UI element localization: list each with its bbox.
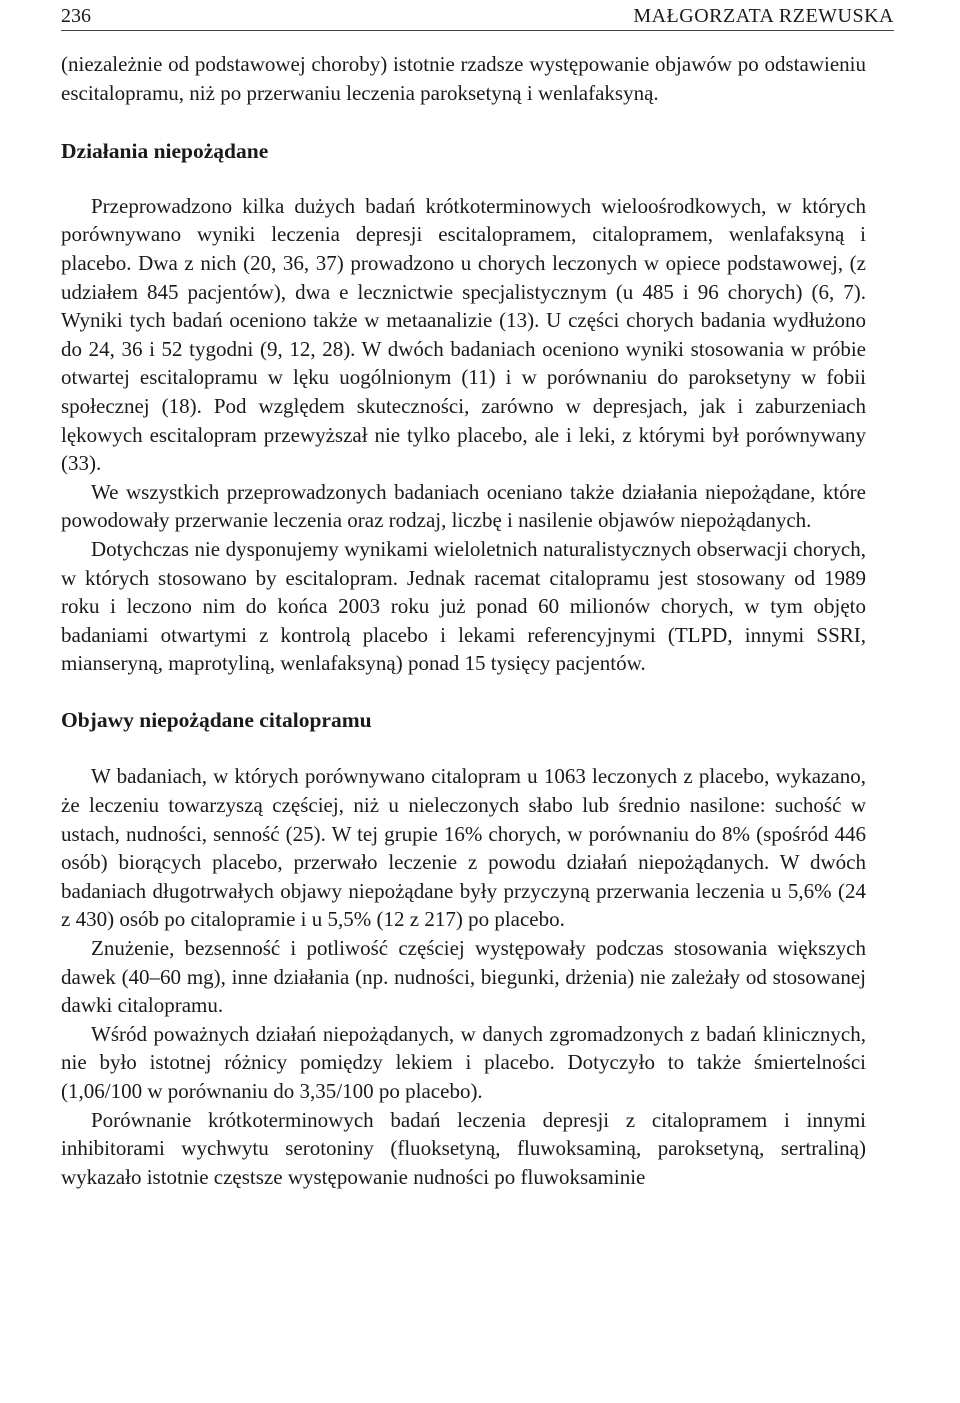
- paragraph: W badaniach, w których porównywano citalopram u 1063 leczonych z placebo, wykazano, że leczeniu towarzyszą częściej, niż u nieleczonych słabo lub średnio nasilone: suchość w ustach, nudności, senność (25). W tej grupie 16% chorych, w porównaniu do 8% (spośród 446 osób) biorących placebo, przerwało leczenie z powodu działań niepożądanych. W dwóch badaniach długotrwałych objawy niepożądane były przyczyną przerwania leczenia u 5,6% (24 z 430) osób po citalopramie i u 5,5% (12 z 217) po placebo.: [61, 764, 866, 932]
- section-heading-adverse-effects: Działania niepożądane: [61, 139, 269, 164]
- paragraph: Porównanie krótkoterminowych badań leczenia depresji z citalopramem i innymi inhibitorami wychwytu serotoniny (fluoksetyną, fluwoksaminą, paroksetyną, sertraliną) wykazało istotnie częstsze występowanie nudności po fluwoksaminie: [61, 1107, 866, 1189]
- paragraph: Wśród poważnych działań niepożądanych, w danych zgromadzonych z badań klinicznych, nie było istotnej różnicy pomiędzy lekiem i placebo. Dotyczyło to także śmiertelności (1,06/100 w porównaniu do 3,35/100 po placebo).: [61, 1021, 866, 1103]
- paragraph: Znużenie, bezsenność i potliwość częściej występowały podczas stosowania większych dawek (40–60 mg), inne działania (np. nudności, biegunki, drżenia) nie zależały od stosowanej dawki citalopramu.: [61, 936, 866, 1018]
- running-title: MAŁGORZATA RZEWUSKA: [633, 5, 894, 27]
- header-rule: [61, 30, 894, 31]
- section-heading-citalopram: Objawy niepożądane citalopramu: [61, 707, 372, 732]
- body-text: [61, 50, 866, 1191]
- paragraph: We wszystkich przeprowadzonych badaniach oceniano także działania niepożądane, które powodowały przerwanie leczenia oraz rodzaj, liczbę i nasilenie objawów niepożądanych.: [61, 479, 866, 533]
- page-number: 236: [61, 5, 91, 27]
- running-header: [61, 0, 894, 28]
- paragraph: Dotychczas nie dysponujemy wynikami wieloletnich naturalistycznych obserwacji chorych, w których stosowano by escitalopram. Jednak racemat citalopramu jest stosowany od 1989 roku i leczono nim do końca 2003 roku już ponad 60 milionów chorych, w tym objęto badaniami otwartymi z kontrolą placebo i lekami referencyjnymi (TLPD, innymi SSRI, mianseryną, maprotyliną, wenlafaksyną) ponad 15 tysięcy pacjentów.: [61, 536, 866, 676]
- intro-paragraph: (niezależnie od podstawowej choroby) istotnie rzadsze występowanie objawów po odstawieniu escitalopramu, niż po przerwaniu leczenia paroksetyną i wenlafaksyną.: [61, 52, 866, 105]
- paragraph: Przeprowadzono kilka dużych badań krótkoterminowych wieloośrodkowych, w których porównywano wyniki leczenia depresji escitalopramem, citalopramem, wenlafaksyną i placebo. Dwa z nich (20, 36, 37) prowadzono u chorych leczonych w opiece podstawowej, (z udziałem 845 pacjentów), dwa e lecznictwie specjalistycznym (u 485 i 96 chorych) (6, 7). Wyniki tych badań oceniono także w metaanalizie (13). U części chorych badania wydłużono do 24, 36 i 52 tygodni (9, 12, 28). W dwóch badaniach oceniono wyniki stosowania w próbie otwartej escitalopramu w lęku uogólnionym (11) i w porównaniu do paroksetyny w fobii społecznej (18). Pod względem skuteczności, zarówno w depresjach, jak i zaburzeniach lękowych escitalopram przewyższał nie tylko placebo, ale i leki, z którymi był porównywany (33).: [61, 193, 866, 476]
